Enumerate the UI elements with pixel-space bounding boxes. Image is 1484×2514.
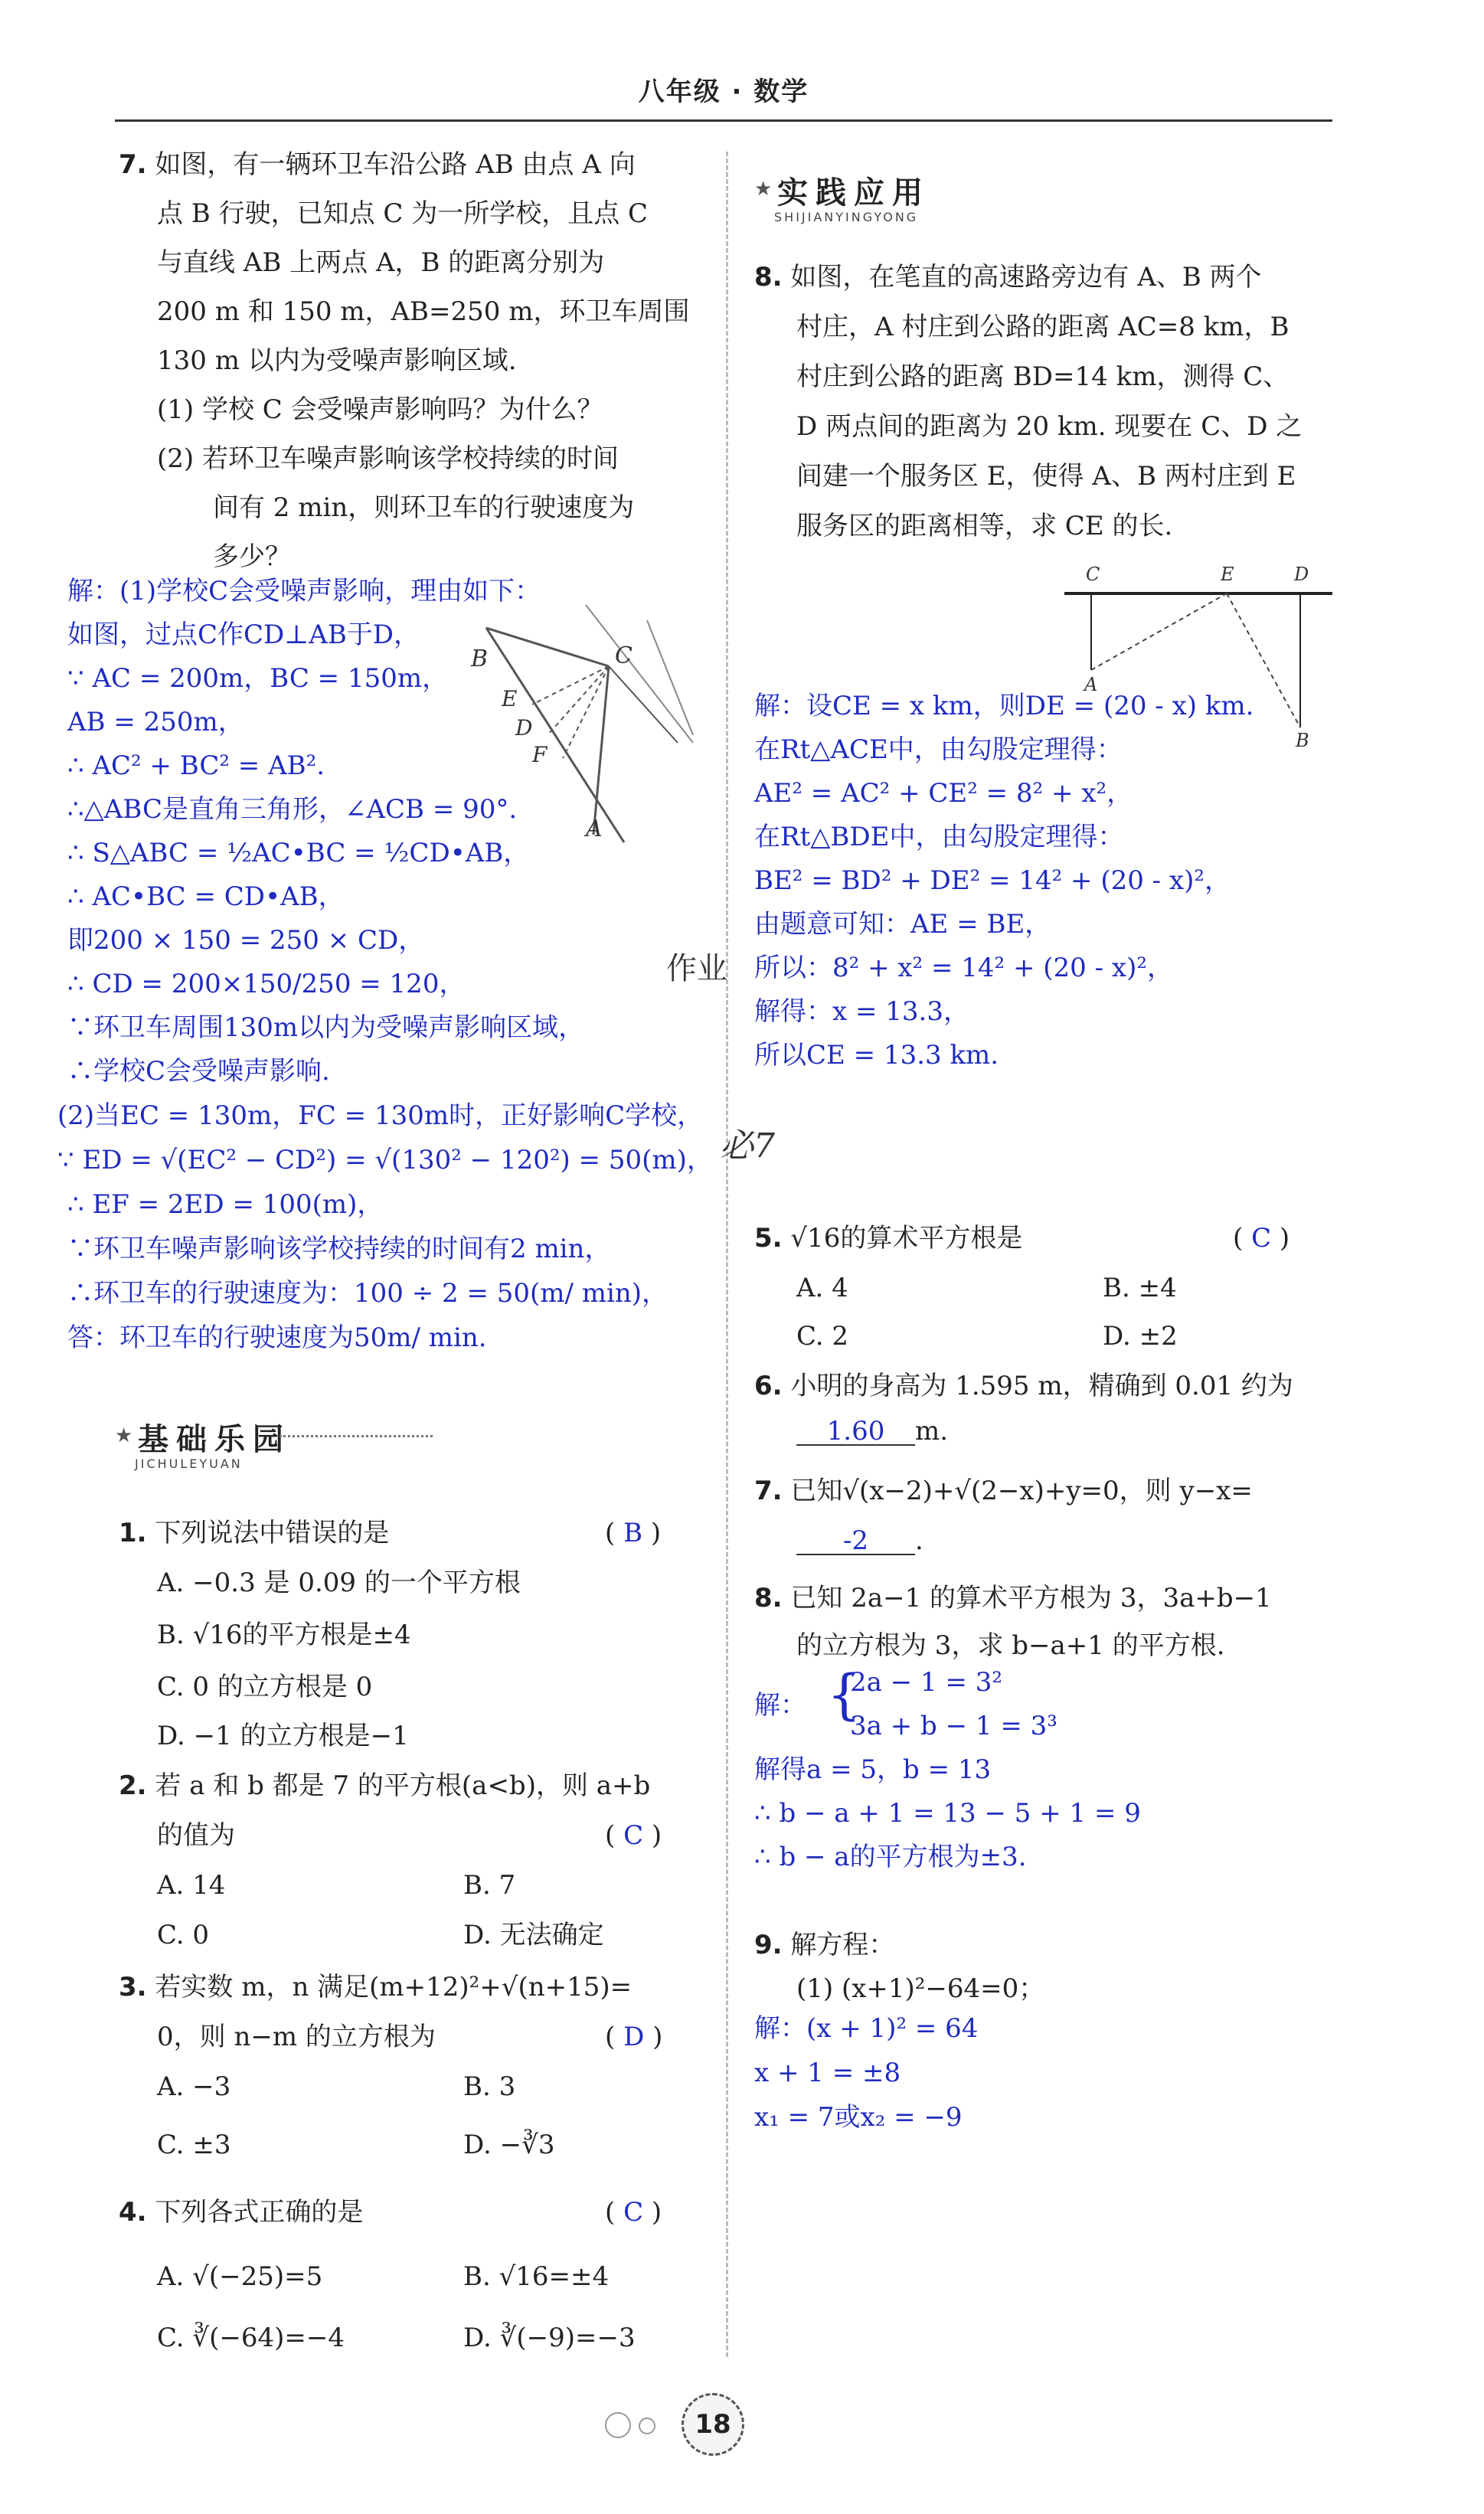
diag1-label-b: B xyxy=(471,646,489,672)
banner-shijian-pinyin: SHIJIANYINGYONG xyxy=(774,210,919,224)
sol8a-line-9: 所以CE = 13.3 km. xyxy=(754,1040,999,1071)
page-footer xyxy=(605,2393,911,2454)
q8a-line-2: 村庄，A 村庄到公路的距离 AC=8 km，B xyxy=(796,312,1290,342)
sol7-line-4: AB = 250m， xyxy=(67,707,244,737)
q3-option-b: B. 3 xyxy=(463,2071,516,2102)
q1-option-a: A. −0.3 是 0.09 的一个平方根 xyxy=(157,1568,521,1598)
diag2-label-c: C xyxy=(1086,564,1100,585)
q2-option-d: D. 无法确定 xyxy=(463,1920,604,1950)
q2-answer: ( C ) xyxy=(605,1820,662,1851)
diag2-label-a: A xyxy=(1084,674,1098,695)
q5-option-b: B. ±4 xyxy=(1103,1273,1177,1303)
q5-option-c: C. 2 xyxy=(796,1321,849,1352)
q1-option-b: B. √16的平方根是±4 xyxy=(157,1620,411,1650)
sol8b-line-5: ∴ b − a的平方根为±3. xyxy=(754,1842,1027,1872)
banner-jichu-dots xyxy=(279,1435,433,1437)
sol7-line-11: ∵环卫车周围130m以内为受噪声影响区域， xyxy=(67,1012,585,1043)
banner-jichu xyxy=(115,1415,436,1469)
q5-answer: ( C ) xyxy=(1233,1223,1290,1254)
q5-stem: 5. √16的算术平方根是 xyxy=(754,1223,1023,1254)
q7-line-5: 130 m 以内为受噪声影响区域. xyxy=(157,345,517,376)
sol8b-brace: { xyxy=(827,1663,861,1726)
q7r-stem: 7. 已知√(x−2)+√(2−x)+y=0，则 y−x= xyxy=(754,1476,1253,1506)
sol7-line-9: 即200 × 150 = 250 × CD， xyxy=(67,925,425,956)
q1-option-c: C. 0 的立方根是 0 xyxy=(157,1672,373,1702)
sol7-line-5: ∴ AC² + BC² = AB². xyxy=(67,750,325,781)
q9-sub1: (1) (x+1)²−64=0； xyxy=(796,1973,1045,2004)
sol7-line-18: 答：环卫车的行驶速度为50m/ min. xyxy=(67,1322,487,1353)
q7-line-3: 与直线 AB 上两点 A，B 的距离分别为 xyxy=(157,247,605,278)
sol9-line-2: x + 1 = ±8 xyxy=(754,2058,901,2088)
diag1-label-d: D xyxy=(515,715,533,740)
diag2-label-b: B xyxy=(1296,730,1309,750)
q3-option-a: A. −3 xyxy=(157,2071,231,2102)
q3-option-d: D. −∛3 xyxy=(463,2130,555,2160)
q8b-stem-2: 的立方根为 3，求 b−a+1 的平方根. xyxy=(796,1630,1225,1661)
diag1-label-a: A xyxy=(586,816,603,842)
q5-option-a: A. 4 xyxy=(796,1273,848,1303)
q9-stem: 9. 解方程： xyxy=(754,1930,895,1960)
banner-jichu-pinyin: JICHULEYUAN xyxy=(135,1456,243,1471)
q7r-answer-line: -2 . xyxy=(796,1528,923,1555)
q6-stem: 6. 小明的身高为 1.595 m，精确到 0.01 约为 xyxy=(754,1371,1293,1401)
q7-sub2-line-3: 多少？ xyxy=(213,541,291,572)
column-divider xyxy=(726,152,728,2357)
q8b-stem: 8. 已知 2a−1 的算术平方根为 3，3a+b−1 xyxy=(754,1583,1272,1613)
q8a-line-1: 8. 如图，在笔直的高速路旁边有 A、B 两个 xyxy=(754,262,1262,293)
q8a-line-6: 服务区的距离相等，求 CE 的长. xyxy=(796,511,1173,541)
q7-sub1: (1) 学校 C 会受噪声影响吗？为什么？ xyxy=(157,394,603,425)
q7-line-2: 点 B 行驶，已知点 C 为一所学校，且点 C xyxy=(157,198,649,229)
diag2-label-e: E xyxy=(1221,564,1234,585)
q7r-answer: -2 xyxy=(796,1528,915,1555)
sol7-line-2: 如图，过点C作CD⊥AB于D， xyxy=(67,620,420,650)
q4-option-b: B. √16=±4 xyxy=(463,2261,610,2292)
sol8a-line-4: 在Rt△BDE中，由勾股定理得： xyxy=(754,822,1124,852)
star-icon: ★ xyxy=(754,178,773,201)
q8a-line-4: D 两点间的距离为 20 km. 现要在 C、D 之 xyxy=(796,411,1303,442)
q8a-line-3: 村庄到公路的距离 BD=14 km，测得 C、 xyxy=(796,361,1290,392)
q4-answer: ( C ) xyxy=(605,2197,662,2228)
q3-option-c: C. ±3 xyxy=(157,2130,231,2160)
q3-answer: ( D ) xyxy=(605,2022,663,2052)
sol8b-line-3: 解得a = 5，b = 13 xyxy=(754,1754,992,1785)
sol8a-line-6: 由题意可知：AE = BE， xyxy=(754,909,1051,940)
q1-stem: 1. 下列说法中错误的是 xyxy=(119,1518,390,1548)
sol7-line-1: 解：(1)学校C会受噪声影响，理由如下： xyxy=(67,576,541,606)
sol8b-eq-2: 3a + b − 1 = 3³ xyxy=(850,1711,1057,1741)
q4-stem: 4. 下列各式正确的是 xyxy=(119,2197,364,2228)
sol9-line-3: x₁ = 7或x₂ = −9 xyxy=(754,2102,963,2133)
banner-jichu-title: 基础乐园 xyxy=(138,1422,291,1457)
diag1-label-c: C xyxy=(615,642,632,669)
q2-stem: 2. 若 a 和 b 都是 7 的平方根(a<b)，则 a+b xyxy=(119,1770,651,1801)
sol7-line-16: ∵环卫车噪声影响该学校持续的时间有2 min， xyxy=(67,1234,611,1264)
sol8a-line-8: 解得：x = 13.3， xyxy=(754,996,969,1027)
header-rule xyxy=(115,119,1332,122)
diag1-label-f: F xyxy=(532,742,548,767)
star-icon: ★ xyxy=(115,1424,133,1447)
footer-ring-small-icon xyxy=(639,2418,655,2434)
banner-shijian xyxy=(754,168,1076,222)
sol7-line-7: ∴ S△ABC = ½AC•BC = ½CD•AB， xyxy=(67,838,530,868)
q2-stem-2: 的值为 xyxy=(157,1820,235,1851)
sol9-line-1: 解：(x + 1)² = 64 xyxy=(754,2013,979,2044)
q8a-diagram xyxy=(1057,559,1340,750)
q7-sub2-line-2: 间有 2 min，则环卫车的行驶速度为 xyxy=(213,492,635,523)
sol8a-line-3: AE² = AC² + CE² = 8² + x²， xyxy=(754,778,1133,809)
page-header: 八年级 · 数学 xyxy=(638,77,809,107)
scribble-bi7: 必7 xyxy=(720,1126,775,1165)
q2-option-b: B. 7 xyxy=(463,1870,516,1901)
q1-answer: ( B ) xyxy=(605,1518,662,1548)
q6-answer: 1.60 xyxy=(796,1418,915,1446)
diag2-label-d: D xyxy=(1294,564,1309,585)
diag1-label-e: E xyxy=(502,686,518,711)
q7-sub2-line-1: (2) 若环卫车噪声影响该学校持续的时间 xyxy=(157,443,619,474)
sol7-line-10: ∴ CD = 200×150/250 = 120， xyxy=(67,969,466,999)
sol7-line-14: ∵ ED = √(EC² − CD²) = √(130² − 120²) = 50(m)， xyxy=(57,1145,713,1175)
q3-stem-2: 0，则 n−m 的立方根为 xyxy=(157,2022,436,2052)
sol8b-eq-1: 2a − 1 = 3² xyxy=(850,1667,1003,1698)
sol7-line-17: ∴环卫车的行驶速度为：100 ÷ 2 = 50(m/ min)， xyxy=(67,1278,668,1309)
sol7-line-15: ∴ EF = 2ED = 100(m)， xyxy=(67,1189,384,1220)
q1-option-d: D. −1 的立方根是−1 xyxy=(157,1721,409,1751)
sol8a-line-1: 解：设CE = x km，则DE = (20 - x) km. xyxy=(754,691,1254,721)
q2-option-c: C. 0 xyxy=(157,1920,210,1950)
sol8a-line-2: 在Rt△ACE中，由勾股定理得： xyxy=(754,734,1123,765)
q7-line-4: 200 m 和 150 m，AB=250 m，环卫车周围 xyxy=(157,296,690,327)
scribble-zuoye: 作业 xyxy=(666,951,727,986)
q6-answer-line: 1.60 m. xyxy=(796,1418,948,1446)
sol8a-line-7: 所以：8² + x² = 14² + (20 - x)²， xyxy=(754,953,1173,983)
sol7-line-6: ∴△ABC是直角三角形，∠ACB = 90°. xyxy=(67,794,518,825)
sol7-line-12: ∴学校C会受噪声影响. xyxy=(67,1056,330,1087)
sol7-line-8: ∴ AC•BC = CD•AB， xyxy=(67,881,345,912)
page-number: 18 xyxy=(682,2393,744,2456)
q4-option-c: C. ∛(−64)=−4 xyxy=(157,2323,345,2353)
q3-stem: 3. 若实数 m，n 满足(m+12)²+√(n+15)= xyxy=(119,1972,632,2002)
q4-option-a: A. √(−25)=5 xyxy=(157,2261,323,2292)
footer-ring-icon xyxy=(605,2412,631,2438)
q7-line-1: 7. 如图，有一辆环卫车沿公路 AB 由点 A 向 xyxy=(119,149,636,180)
q5-option-d: D. ±2 xyxy=(1103,1321,1178,1352)
q8a-line-5: 间建一个服务区 E，使得 A、B 两村庄到 E xyxy=(796,461,1296,492)
sol8a-line-5: BE² = BD² + DE² = 14² + (20 - x)²， xyxy=(754,865,1231,896)
q2-option-a: A. 14 xyxy=(157,1870,226,1901)
banner-shijian-title: 实践应用 xyxy=(777,175,930,211)
q4-option-d: D. ∛(−9)=−3 xyxy=(463,2323,636,2353)
sol8b-line-4: ∴ b − a + 1 = 13 − 5 + 1 = 9 xyxy=(754,1798,1141,1829)
sol8b-label: 解： xyxy=(754,1690,806,1721)
sol7-line-13: (2)当EC = 130m，FC = 130m时，正好影响C学校， xyxy=(57,1100,704,1131)
sol7-line-3: ∵ AC = 200m，BC = 150m， xyxy=(67,663,449,694)
